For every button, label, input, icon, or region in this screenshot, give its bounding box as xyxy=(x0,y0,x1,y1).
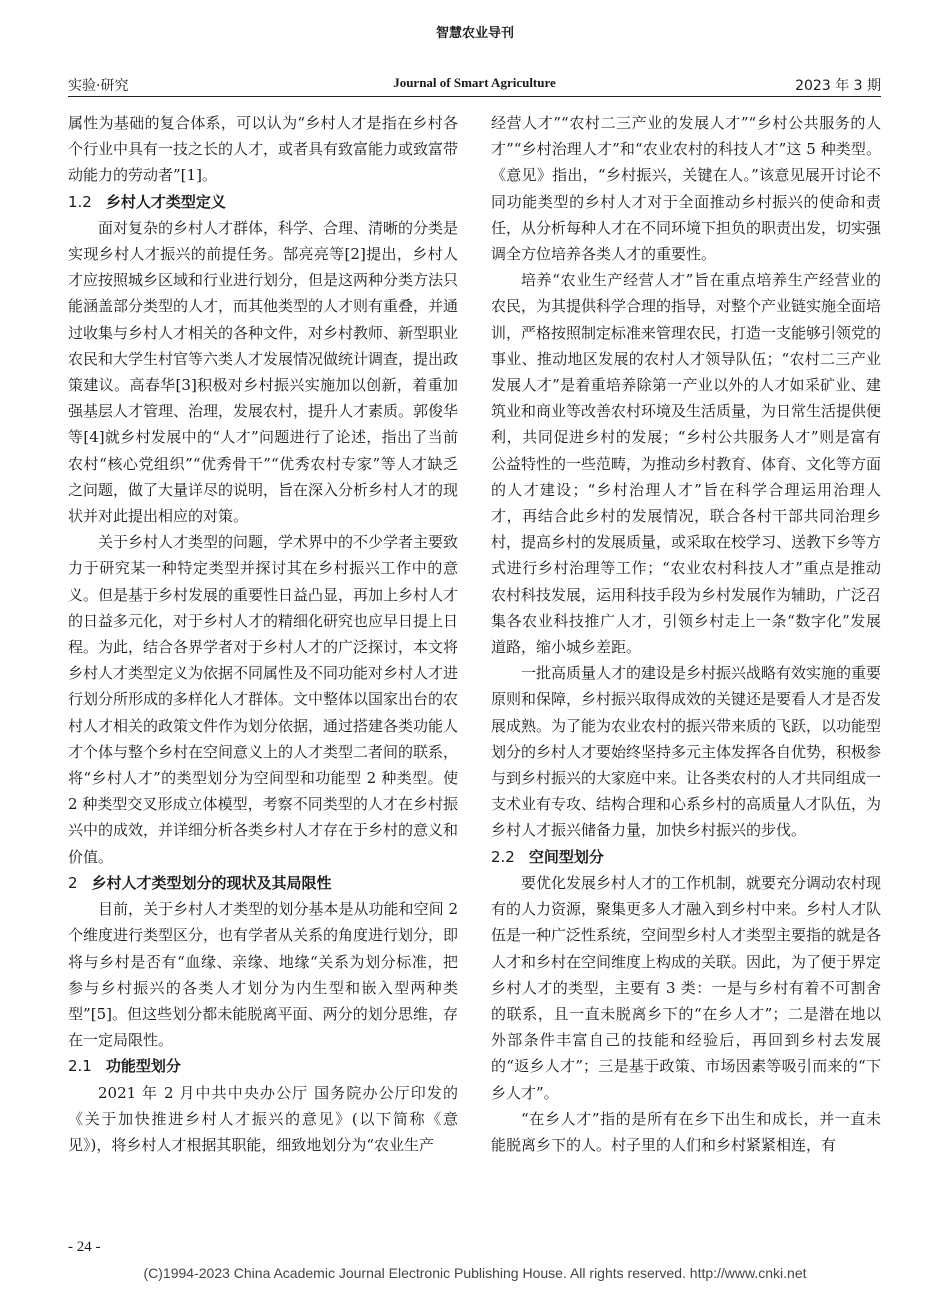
journal-title-cn: 智慧农业导刊 xyxy=(435,26,514,41)
journal-title-en: Journal of Smart Agriculture xyxy=(393,75,556,90)
section-heading-2-2 xyxy=(491,844,881,870)
section-title: 乡村人才类型定义 xyxy=(105,192,226,211)
paragraph: 一批高质量人才的建设是乡村振兴战略有效实施的重要原则和保障，乡村振兴取得成效的关键还是要看人才是否发展成熟。为了能为农业农村的振兴带来质的飞跃，以功能型划分的乡村人才要始终坚持多元主体发挥各自优势，积极参与到乡村振兴的大家庭中来。让各类农村的人才共同组成一支术业有专攻、结构合理和心系乡村的高质量人才队伍，为乡村人才振兴储备力量，加快乡村振兴的步伐。 xyxy=(491,664,882,840)
paragraph: 面对复杂的乡村人才群体，科学、合理、清晰的分类是实现乡村人才振兴的前提任务。郜亮亮等[2]提出，乡村人才应按照城乡区域和行业进行划分，但是这两种分类方法只能涵盖部分类型的人才，而其他类型的人才则有重叠，并通过收集与乡村人才相关的各种文件，对乡村教师、新型职业农民和大学生村官等六类人才发展情况做统计调查，提出政策建议。高春华[3]积极对乡村振兴实施加以创新，着重加强基层人才管理、治理，发展农村，提升人才素质。郭俊华等[4]就乡村发展中的“人才”问题进行了论述，指出了当前农村“核心党组织”“优秀骨干”“优秀农村专家”等人才缺乏之问题，做了大量详尽的说明，旨在深入分析乡村人才的现状并对此提出相应的对策。 xyxy=(68,218,459,526)
section-title: 乡村人才类型划分的现状及其局限性 xyxy=(91,873,332,892)
paragraph: 要优化发展乡村人才的工作机制，就要充分调动农村现有的人力资源，聚集更多人才融入到乡村中来。乡村人才队伍是一种广泛性系统，空间型乡村人才类型主要指的就是各人才和乡村在空间维度上构成的关联。因此，为了便于界定乡村人才的类型，主要有 3 类：一是与乡村有着不可割舍的联系，且一直未脱离乡下的“在乡人才”；二是潜在地以外部条件丰富自己的技能和经验后，再回到乡村去发展的“返乡人才”；三是基于政策、市场因素等吸引而来的“下乡人才”。 xyxy=(491,873,882,1102)
paragraph: 经营人才”“农村二三产业的发展人才”“乡村公共服务的人才”“乡村治理人才”和“农业农村的科技人才”这 5 种类型。《意见》指出，“乡村振兴，关键在人。”该意见展开讨论不同功能类型的乡村人才对于全面推动乡村振兴的使命和责任，从分析每种人才在不同环境下担负的职责出发，切实强调全方位培养各类人才的重要性。 xyxy=(491,114,882,264)
paragraph: 培养“农业生产经营人才”旨在重点培养生产经营业的农民，为其提供科学合理的指导，对整个产业链实施全面培训，严格按照制定标准来管理农民，打造一支能够引领党的事业、推动地区发展的农村人才领导队伍；“农村二三产业发展人才”是着重培养除第一产业以外的人才如采矿业、建筑业和商业等改善农村环境及生活质量，为日常生活提供便利，共同促进乡村的发展；“乡村公共服务人才”则是富有公益特性的一些范畴，为推动乡村教育、体育、文化等方面的人才建设；“乡村治理人才”旨在科学合理运用治理人才，再结合此乡村的发展情况，联合各村干部共同治理乡村，提高乡村的发展质量，或采取在校学习、送教下乡等方式进行乡村治理等工作；“农业农村科技人才”重点是推动农村科技发展，运用科技手段为乡村发展作为辅助，广泛召集各农业科技推广人才，引领乡村走上一条“数字化”发展道路，缩小城乡差距。 xyxy=(491,271,882,657)
section-number: 2.1 xyxy=(68,1057,92,1076)
left-column xyxy=(68,110,458,1158)
section-heading-2-1 xyxy=(68,1053,458,1079)
page-number: - 24 - xyxy=(68,1239,101,1255)
right-column xyxy=(491,110,881,1158)
running-header xyxy=(68,75,881,95)
paragraph: “在乡人才”指的是所有在乡下出生和成长，并一直未能脱离乡下的人。村子里的人们和乡村紧紧相连，有 xyxy=(491,1109,881,1154)
paragraph: 目前，关于乡村人才类型的划分基本是从功能和空间 2 个维度进行类型区分，也有学者从关系的角度进行划分，即将与乡村是否有“血缘、亲缘、地缘“关系为划分标准，把参与乡村振兴的各类人才划分为内生型和嵌入型两种类型”[5]。但这些划分都未能脱离平面、两分的划分思维，存在一定局限性。 xyxy=(68,900,459,1050)
paragraph: 2021 年 2 月中共中央办公厅 国务院办公厅印发的《关于加快推进乡村人才振兴的意见》(以下简称《意见》)，将乡村人才根据其职能，细致地划分为“农业生产 xyxy=(68,1083,458,1154)
paragraph: 属性为基础的复合体系，可以认为“乡村人才是指在乡村各个行业中具有一技之长的人才，或者具有致富能力或致富带动能力的劳动者”[1]。 xyxy=(68,114,459,185)
section-title: 功能型划分 xyxy=(105,1057,181,1076)
copyright-notice: (C)1994-2023 China Academic Journal Electronic Publishing House. All rights reserved. http://www.cnki.net xyxy=(143,1265,807,1281)
issue-label: 2023 年 3 期 xyxy=(795,78,881,94)
header-divider xyxy=(68,96,881,97)
section-number: 2.2 xyxy=(491,847,515,866)
section-heading-2 xyxy=(68,870,458,896)
section-number: 1.2 xyxy=(68,192,92,211)
section-number: 2 xyxy=(68,873,78,892)
section-label: 实验·研究 xyxy=(68,78,129,94)
paragraph: 关于乡村人才类型的问题，学术界中的不少学者主要致力于研究某一种特定类型并探讨其在乡村振兴工作中的意义。但是基于乡村发展的重要性日益凸显，再加上乡村人才的日益多元化，对于乡村人才的精细化研究也应早日提上日程。为此，结合各界学者对于乡村人才的广泛探讨，本文将乡村人才类型定义为依据不同属性及不同功能对乡村人才进行划分所形成的多样化人才群体。文中整体以国家出台的农村人才相关的政策文件作为划分依据，通过搭建各类功能人才个体与整个乡村在空间意义上的人才类型二者间的联系，将“乡村人才”的类型划分为空间型和功能型 2 种类型。使 2 种类型交叉形成立体模型，考察不同类型的人才在乡村振兴中的成效，并详细分析各类乡村人才存在于乡村的意义和价值。 xyxy=(68,533,459,866)
section-heading-1-2 xyxy=(68,189,458,215)
section-title: 空间型划分 xyxy=(528,847,604,866)
